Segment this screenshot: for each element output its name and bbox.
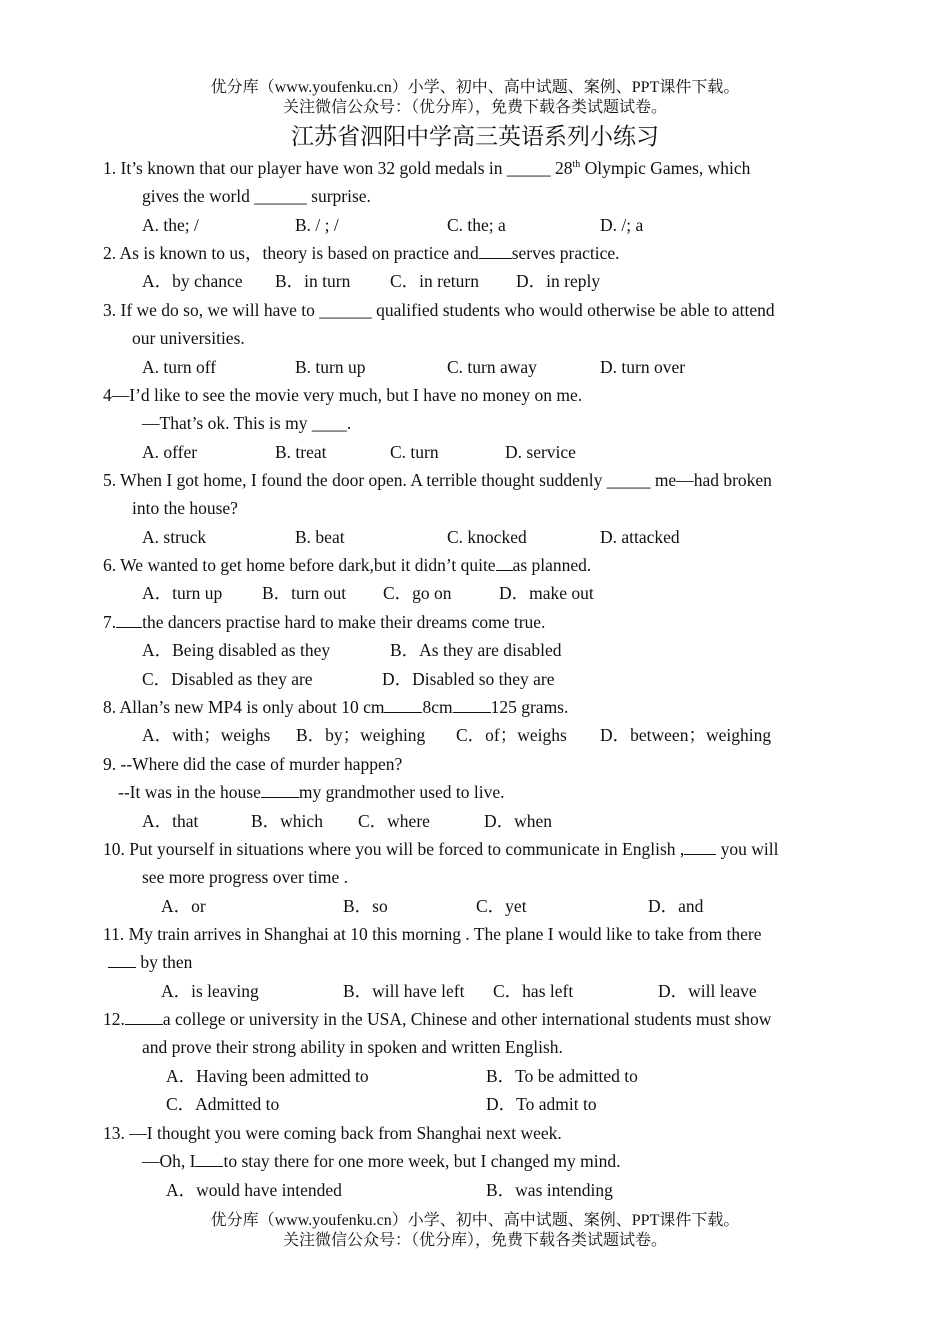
question-10: 10. Put yourself in situations where you will be forced to communicate in English , you will see more progress over time . A．or B．so C．yet D．and (103, 835, 853, 920)
answer-blank (684, 836, 716, 855)
option-b[interactable]: B. / ; / (295, 214, 339, 235)
option-c[interactable]: C. turn (390, 441, 439, 462)
option-c[interactable]: C．go on (383, 583, 452, 604)
answer-blank (195, 1148, 223, 1167)
option-d[interactable]: D．will leave (658, 980, 757, 1001)
question-7: 7. the dancers practise hard to make their dreams come true. A．Being disabled as they B．As they are disabled C．Disabled as they are D．Disabled so they are (103, 608, 853, 693)
option-d[interactable]: D．when (484, 810, 553, 831)
option-c[interactable]: C．Admitted to (166, 1094, 280, 1115)
footer-line-2: 关注微信公众号：（优分库），免费下载各类试题试卷。 (282, 1232, 667, 1249)
option-b[interactable]: B．As they are disabled (390, 640, 562, 661)
page-title: 江苏省泗阳中学高三英语系列小练习 (291, 124, 659, 149)
option-d[interactable]: D．make out (499, 583, 594, 604)
question-1: 1. It’s known that our player have won 32 gold medals in _____ 28th Olympic Games, which gives the world ______ surprise. A. the; / B. / ; / C. the; a D. /; a (103, 154, 853, 239)
question-3: 3. If we do so, we will have to ______ qualified students who would otherwise be able to attend our universities. A. turn off B. turn up C. turn away D. turn over (103, 296, 853, 381)
question-6: 6. We wanted to get home before dark,but it didn’t quite as planned. A．turn up B．turn out C．go on D．make out (103, 551, 853, 608)
question-2: 2. As is known to us，theory is based on practice and serves practice. A．by chance B．in turn C．in return D．in reply (103, 239, 853, 296)
answer-blank (125, 1006, 163, 1025)
option-c[interactable]: C．has left (493, 980, 574, 1001)
option-b[interactable]: B. beat (295, 526, 345, 547)
option-b[interactable]: B. turn up (295, 356, 366, 377)
option-b[interactable]: B．by；weighing (296, 725, 426, 746)
option-d[interactable]: D．To admit to (486, 1094, 597, 1115)
option-a[interactable]: A．is leaving (161, 980, 259, 1001)
header-line-1: 优分库（www.youfenku.cn）小学、初中、高中试题、案例、PPT课件下载。 (210, 79, 740, 96)
question-8: 8. Allan’s new MP4 is only about 10 cm 8cm 125 grams. A．with；weighs B．by；weighing C．of；weighs D．between；weighing (103, 693, 853, 750)
question-11: 11. My train arrives in Shanghai at 10 this morning . The plane I would like to take from there by then A．is leaving B．will have left C．has left D．will leave (103, 920, 853, 1005)
option-a[interactable]: A．Being disabled as they (142, 640, 331, 661)
option-b[interactable]: B．which (251, 810, 323, 831)
option-c[interactable]: C. the; a (447, 214, 506, 235)
option-b[interactable]: B．so (343, 895, 388, 916)
answer-blank (116, 609, 142, 628)
option-c[interactable]: C. turn away (447, 356, 537, 377)
option-b[interactable]: B．turn out (262, 583, 347, 604)
answer-blank (496, 552, 513, 571)
option-b[interactable]: B．To be admitted to (486, 1065, 638, 1086)
footer-line-1: 优分库（www.youfenku.cn）小学、初中、高中试题、案例、PPT课件下载。 (210, 1212, 740, 1229)
option-a[interactable]: A．by chance (142, 271, 243, 292)
option-b[interactable]: B．in turn (275, 271, 351, 292)
option-d[interactable]: D. attacked (600, 526, 680, 547)
option-a[interactable]: A．with；weighs (142, 725, 271, 746)
option-a[interactable]: A．that (142, 810, 199, 831)
question-5: 5. When I got home, I found the door open. A terrible thought suddenly _____ me—had broken into the house? A. struck B. beat C. knocked D. attacked (103, 466, 853, 551)
option-a[interactable]: A. struck (142, 526, 207, 547)
option-d[interactable]: D．in reply (516, 271, 601, 292)
option-a[interactable]: A. turn off (142, 356, 217, 377)
option-a[interactable]: A. offer (142, 441, 198, 462)
option-b[interactable]: B．was intending (486, 1179, 613, 1200)
option-d[interactable]: D．between；weighing (600, 725, 772, 746)
question-12: 12. a college or university in the USA, Chinese and other international students must show and prove their strong ability in spoken and written English. A．Having been admitted to B．To be admitted to C．Admitted to D．To admit to (103, 1005, 853, 1119)
question-9: 9. --Where did the case of murder happen? --It was in the house my grandmother used to live. A．that B．which C．where D．when (103, 750, 853, 835)
option-c[interactable]: C．where (358, 810, 430, 831)
option-c[interactable]: C．in return (390, 271, 479, 292)
option-a[interactable]: A．or (161, 895, 206, 916)
option-d[interactable]: D. turn over (600, 356, 686, 377)
option-c[interactable]: C．Disabled as they are (142, 668, 313, 689)
option-d[interactable]: D. service (505, 441, 576, 462)
answer-blank (261, 779, 299, 798)
header-line-2: 关注微信公众号：（优分库），免费下载各类试题试卷。 (282, 99, 667, 116)
option-b[interactable]: B. treat (275, 441, 327, 462)
option-c[interactable]: C. knocked (447, 526, 527, 547)
option-d[interactable]: D. /; a (600, 214, 644, 235)
answer-blank (479, 240, 512, 259)
option-b[interactable]: B．will have left (343, 980, 465, 1001)
question-13: 13. —I thought you were coming back from Shanghai next week. —Oh, I to stay there for one more week, but I changed my mind. A．would have intended B．was intending (103, 1119, 853, 1204)
option-a[interactable]: A．turn up (142, 583, 223, 604)
answer-blank (384, 694, 422, 713)
option-a[interactable]: A．would have intended (166, 1179, 342, 1200)
answer-blank (108, 949, 136, 968)
option-d[interactable]: D．Disabled so they are (382, 668, 555, 689)
option-c[interactable]: C．of；weighs (456, 725, 567, 746)
option-a[interactable]: A. the; / (142, 214, 199, 235)
option-d[interactable]: D．and (648, 895, 704, 916)
question-4: 4—I’d like to see the movie very much, but I have no money on me. —That’s ok. This is my ____. A. offer B. treat C. turn D. service (103, 381, 853, 466)
option-c[interactable]: C．yet (476, 895, 527, 916)
answer-blank (453, 694, 491, 713)
option-a[interactable]: A．Having been admitted to (166, 1065, 369, 1086)
